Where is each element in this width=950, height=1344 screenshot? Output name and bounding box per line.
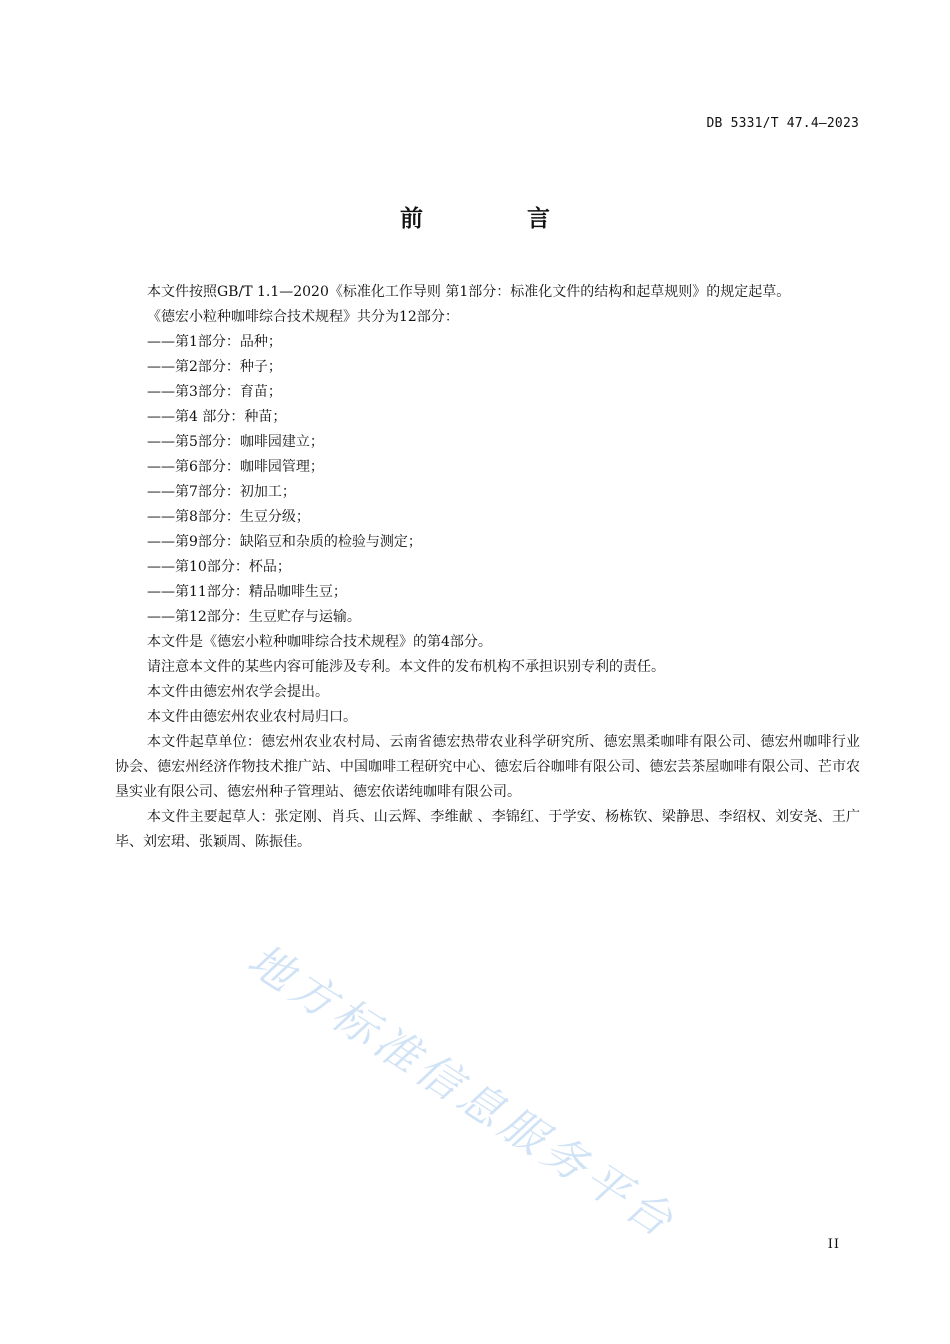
list-item: ——第8部分：生豆分级； <box>147 509 310 525</box>
list-item: ——第1部分：品种； <box>147 334 282 350</box>
drafting-units-paragraph: 本文件起草单位：德宏州农业农村局、云南省德宏热带农业科学研究所、德宏黑柔咖啡有限公司、德宏州咖啡行业协会、德宏州经济作物技术推广站、中国咖啡工程研究中心、德宏后谷咖啡有限公司、德宏芸茶屋咖啡有限公司、芒市农垦实业有限公司、德宏州种子管理站、德宏依诺纯咖啡有限公司。 <box>115 734 860 800</box>
part-statement: 本文件是《德宏小粒种咖啡综合技术规程》的第4部分。 <box>147 634 492 650</box>
watermark: 地方标准信息服务平台 <box>238 934 686 1250</box>
page-number: II <box>827 1237 840 1252</box>
list-item: ——第5部分：咖啡园建立； <box>147 434 324 450</box>
document-code: DB 5331/T 47.4—2023 <box>706 116 859 131</box>
centralized-by-statement: 本文件由德宏州农业农村局归口。 <box>147 709 357 725</box>
document-body <box>115 280 860 855</box>
list-item: ——第2部分：种子； <box>147 359 282 375</box>
patent-statement: 请注意本文件的某些内容可能涉及专利。本文件的发布机构不承担识别专利的责任。 <box>147 659 665 675</box>
proposed-by-statement: 本文件由德宏州农学会提出。 <box>147 684 329 700</box>
list-item: ——第12部分：生豆贮存与运输。 <box>147 609 361 625</box>
list-item: ——第6部分：咖啡园管理； <box>147 459 324 475</box>
list-item: ——第10部分：杯品； <box>147 559 291 575</box>
page-title: 前 言 <box>399 206 598 232</box>
series-intro-paragraph: 《德宏小粒种咖啡综合技术规程》共分为12部分： <box>147 309 459 325</box>
list-item: ——第9部分：缺陷豆和杂质的检验与测定； <box>147 534 422 550</box>
drafters-paragraph: 本文件主要起草人：张定刚、肖兵、山云辉、李维献 、李锦红、于学安、杨栋钦、梁静思、李绍权、刘安尧、王广毕、刘宏珺、张颖周、陈振佳。 <box>115 809 860 850</box>
list-item: ——第4 部分：种苗； <box>147 409 287 425</box>
list-item: ——第3部分：育苗； <box>147 384 282 400</box>
parts-list <box>115 330 860 630</box>
list-item: ——第11部分：精品咖啡生豆； <box>147 584 347 600</box>
list-item: ——第7部分：初加工； <box>147 484 296 500</box>
intro-paragraph: 本文件按照GB/T 1.1—2020《标准化工作导则 第1部分：标准化文件的结构和起草规则》的规定起草。 <box>147 284 791 300</box>
